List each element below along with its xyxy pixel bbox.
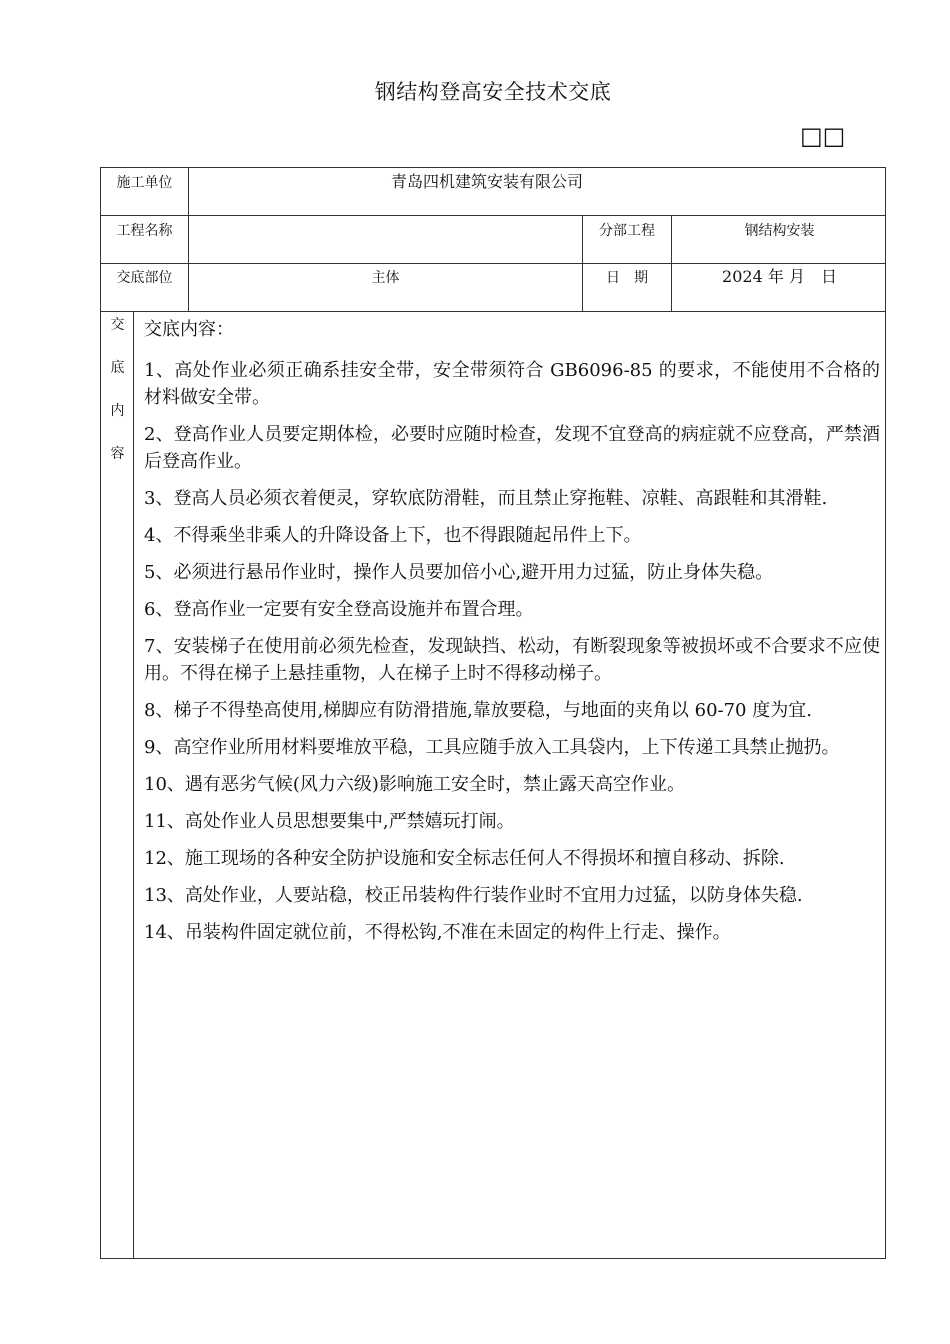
list-item: 9、高空作业所用材料要堆放平稳，工具应随手放入工具袋内，上下传递工具禁止抛扔。 (144, 737, 840, 758)
side-label-char: 底 (110, 360, 125, 376)
briefing-table (100, 167, 886, 1259)
row-divider (101, 263, 885, 264)
construction-unit-label: 施工单位 (116, 175, 173, 191)
list-item: 13、高处作业，人要站稳，校正吊装构件行装作业时不宜用力过猛，以防身体失稳. (144, 885, 803, 906)
side-label-char: 容 (110, 446, 125, 462)
list-item: 2、登高作业人员要定期体检，必要时应随时检查，发现不宜登高的病症就不应登高，严禁酒后登高作业。 (144, 424, 880, 472)
list-item: 1、高处作业必须正确系挂安全带，安全带须符合 GB6096-85 的要求，不能使用不合格的材料做安全带。 (144, 360, 880, 408)
list-item: 14、吊装构件固定就位前，不得松钩,不准在未固定的构件上行走、操作。 (144, 922, 731, 943)
document-title: 钢结构登高安全技术交底 (374, 80, 612, 104)
sub-project-label: 分部工程 (599, 223, 655, 239)
content-side-label (101, 315, 134, 487)
list-item: 5、必须进行悬吊作业时，操作人员要加倍小心,避开用力过猛，防止身体失稳。 (144, 562, 774, 583)
content-heading: 交底内容： (144, 319, 234, 340)
side-label-char: 内 (110, 403, 125, 419)
date-label: 日 期 (606, 270, 648, 286)
list-item: 11、高处作业人员思想要集中,严禁嬉玩打闹。 (144, 811, 515, 832)
list-item: 6、登高作业一定要有安全登高设施并布置合理。 (144, 599, 534, 620)
list-item: 3、登高人员必须衣着便灵，穿软底防滑鞋，而且禁止穿拖鞋、凉鞋、高跟鞋和其滑鞋. (144, 488, 828, 509)
date-value: 2024 年 月 日 (722, 267, 837, 286)
list-item: 10、遇有恶劣气候(风力六级)影响施工安全时，禁止露天高空作业。 (144, 774, 685, 795)
sub-project-value: 钢结构安装 (744, 223, 815, 239)
briefing-part-value: 主体 (371, 270, 400, 286)
project-name-label: 工程名称 (116, 223, 173, 239)
construction-unit-value: 青岛四机建筑安装有限公司 (390, 172, 583, 191)
list-item: 4、不得乘坐非乘人的升降设备上下，也不得跟随起吊件上下。 (144, 525, 642, 546)
briefing-part-label: 交底部位 (116, 270, 173, 286)
list-item: 8、梯子不得垫高使用,梯脚应有防滑措施,靠放要稳，与地面的夹角以 60-70 度为宜. (144, 700, 812, 721)
content-area (101, 311, 885, 1258)
row-divider (101, 215, 885, 216)
side-label-char: 交 (110, 317, 125, 333)
list-item: 12、施工现场的各种安全防护设施和安全标志任何人不得损坏和擅自移动、拆除. (144, 848, 785, 869)
form-number-boxes: □□ (800, 122, 846, 150)
list-item: 7、安装梯子在使用前必须先检查，发现缺挡、松动，有断裂现象等被损坏或不合要求不应使用。不得在梯子上悬挂重物，人在梯子上时不得移动梯子。 (144, 636, 880, 684)
content-body (144, 316, 880, 956)
